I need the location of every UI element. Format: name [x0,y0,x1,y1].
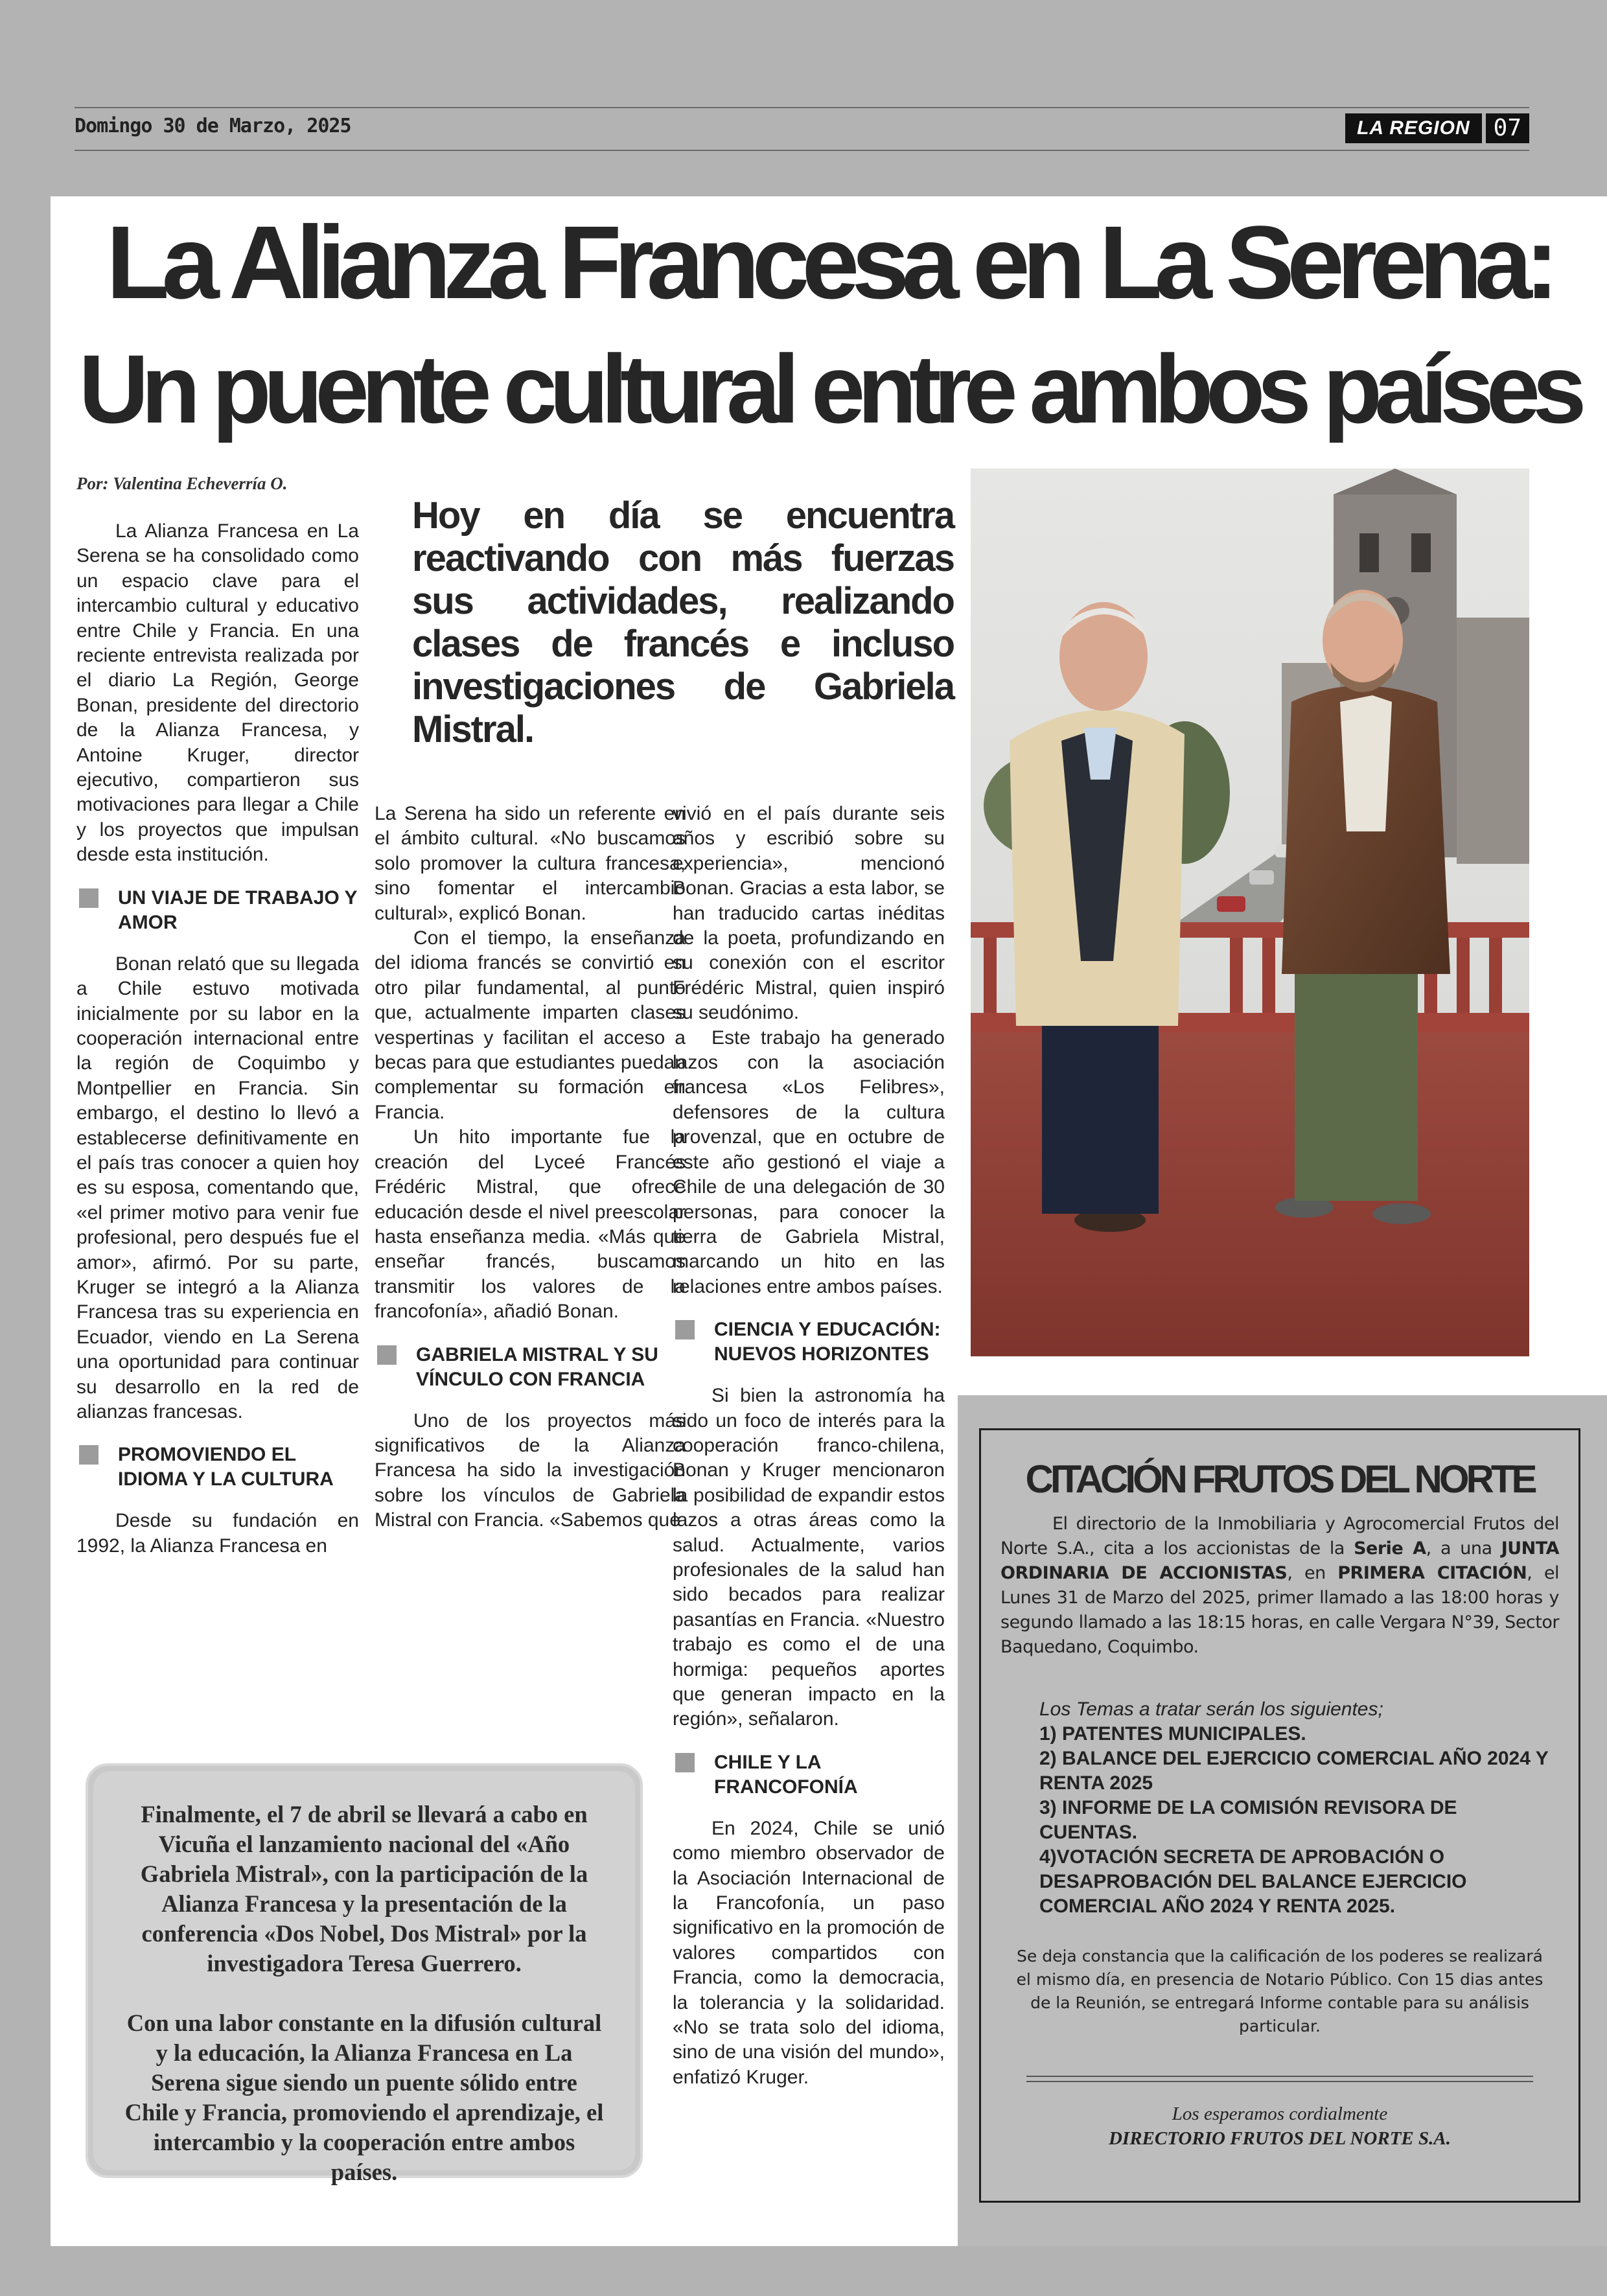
masthead-badge [1345,113,1529,143]
notice-meeting-type: JUNTA ORDINARIA DE ACCIONISTAS [1000,1538,1559,1583]
section-marker-icon [675,1320,695,1339]
section-title: GABRIELA MISTRAL Y SU VÍNCULO CON FRANCIA [416,1343,658,1390]
headline: La Alianza Francesa en La Serena: [106,204,1552,320]
citation-notice [979,1428,1580,2203]
notice-intro-text: , el Lunes 31 de Marzo del 2025, primer llamado a las 18:00 horas y segundo llamado a las 18:15 horas, en calle Vergara N°39, Sector Baquedano, Coquimbo. [1000,1563,1560,1657]
running-header [75,107,1529,151]
paragraph: Si bien la astronomía ha sido un foco de interés para la cooperación franco-chilena, Bonan y Kruger mencionaron la posibilidad de expandir estos lazos a otras áreas como la salud. Actualmente, varios profesionales de la salud han sido becados para realizar pasantías en Francia. «Nuestro trabajo es como el de una hormiga: pequeños aportes que generan impacto en la región», señalaron. [673,1385,945,1730]
agenda-item: 2) BALANCE DEL EJERCICIO COMERCIAL AÑO 2024 Y RENTA 2025 [1039,1748,1549,1794]
article-column-2 [375,802,686,1533]
section-marker-icon [79,888,98,908]
section-marker-icon [79,1445,98,1465]
closing-paragraph: Finalmente, el 7 de abril se llevará a cabo en Vicuña el lanzamiento nacional del «Año Gabriela Mistral», con la participación de la Alianza Francesa y la presentación de la conferencia «Dos Nobel, Dos Mistral» por la investigadora Teresa Guerrero. [140,1801,588,1977]
paragraph: Uno de los proyectos más significativos de la Alianza Francesa ha sido la investigación sobre los vínculos de Gabriela Mistral con Francia. «Sabemos que [375,1409,686,1531]
article-column-3 [673,802,945,2090]
citation-notice-panel [958,1395,1607,2246]
paragraph: Bonan relató que su llegada a Chile estuvo motivada inicialmente por su labor en la cooperación internacional entre la región de Coquimbo y Montpellier en Francia. Sin embargo, el destino lo llevó a establecerse definitivamente en el país tras conocer a quien hoy es su esposa, comentando que, «el primer motivo para venir fue profesional, pero después fue el amor», afirmó. Por su parte, Kruger se integró a la Alianza Francesa tras su experiencia en Ecuador, viendo en La Serena una oportunidad para continuar su desarrollo en la red de alianzas francesas. [76,953,359,1422]
paragraph: La Serena ha sido un referente en el ámbito cultural. «No buscamos solo promover la cultura francesa, sino fomentar el intercambio cultural», explicó Bonan. [375,803,686,924]
agenda-item: 4)VOTACIÓN SECRETA DE APROBACIÓN O DESAPROBACIÓN DEL BALANCE EJERCICIO COMERCIAL AÑO 2024 Y RENTA 2025. [1039,1846,1467,1917]
notice-intro [1000,1512,1559,1660]
paragraph: vivió en el país durante seis años y escribió sobre su experiencia», mencionó Bonan. Gracias a esta labor, se han traducido cartas inéditas de la poeta, profundizando en su conexión con el escritor Frédéric Mistral, quien inspiró su seudónimo. [673,803,945,1024]
notice-agenda [1039,1697,1559,1919]
paragraph: Este trabajo ha generado lazos con la asociación francesa «Los Felibres», defensores de la cultura provenzal, que en octubre de este año gestionó el viaje a Chile de una delegación de 30 personas, para conocer la tierra de Gabriela Mistral, marcando un hito en las relaciones entre ambos países. [673,1026,945,1297]
issue-date: Domingo 30 de Marzo, 2025 [75,115,351,137]
section-title: PROMOVIENDO EL IDIOMA Y LA CULTURA [118,1444,334,1490]
section-marker-icon [675,1753,695,1772]
paragraph: Un hito importante fue la creación del Lyceé Francés Frédéric Mistral, que ofrece educación desde el nivel preescolar hasta enseñanza media. «Más que enseñar francés, buscamos transmitir los valores de la francofonía», añadió Bonan. [375,1126,686,1323]
paragraph: La Alianza Francesa en La Serena se ha consolidado como un espacio clave para el intercambio cultural y educativo entre Chile y Francia. En una reciente entrevista realizada por el diario La Región, George Bonan, presidente del directorio de la Alianza Francesa, y Antoine Kruger, director ejecutivo, compartieron sus motivaciones para llegar a Chile y los proyectos que impulsan desde esta institución. [76,520,359,866]
paper-name: LA REGION [1345,113,1482,143]
double-rule-divider [1026,2076,1533,2082]
agenda-lead: Los Temas a tratar serán los siguientes; [1039,1699,1383,1720]
notice-signature: DIRECTORIO FRUTOS DEL NORTE S.A. [1108,2128,1451,2149]
notice-series: Serie A [1354,1538,1426,1559]
notice-intro-text: El directorio de la Inmobiliaria y Agrocomercial Frutos del Norte S.A., cita a los accionistas de la [1000,1514,1559,1559]
agenda-item: 3) INFORME DE LA COMISIÓN REVISORA DE CUENTAS. [1039,1797,1457,1843]
pull-quote: Hoy en día se encuentra reactivando con más fuerzas sus actividades, realizando clases de francés e incluso investigaciones de Gabriela Mistral. [412,494,954,750]
paragraph: Desde su fundación en 1992, la Alianza Francesa en [76,1510,359,1557]
paragraph: En 2024, Chile se unió como miembro observador de la Asociación Internacional de la Francofonía, un paso significativo en la promoción de valores compartidos con Francia, como la democracia, la tolerancia y la solidaridad. «No se trata solo del idioma, sino de una visión del mundo», enfatizó Kruger. [673,1817,945,2088]
section-title: CHILE Y LA FRANCOFONÍA [714,1751,858,1798]
section-heading [673,1317,945,1367]
subheadline: Un puente cultural entre ambos países [78,334,1579,443]
section-title: CIENCIA Y EDUCACIÓN: NUEVOS HORIZONTES [714,1319,941,1365]
section-heading [375,1343,686,1392]
closing-box [86,1763,643,2185]
section-title: UN VIAJE DE TRABAJO Y AMOR [118,887,357,933]
page-number: 07 [1486,113,1529,143]
article-sheet [51,196,1607,2246]
notice-signature-block [1000,2102,1559,2151]
closing-paragraph: Con una labor constante en la difusión cultural y la educación, la Alianza Francesa en La Serena sigue siendo un puente sólido entre Chile y Francia, promoviendo el aprendizaje, el intercambio y la cooperación entre ambos países. [124,2010,604,2185]
section-marker-icon [377,1345,397,1365]
notice-title: CITACIÓN FRUTOS DEL NORTE [1025,1457,1534,1501]
notice-intro-text: , en [1287,1563,1338,1583]
section-heading [76,1443,359,1492]
paragraph: Con el tiempo, la enseñanza del idioma francés se convirtió en otro pilar fundamental, al punto que, actualmente imparten clases vespertinas y facilitan el acceso a becas para que estudiantes puedan complementar su formación en Francia. [375,927,686,1123]
notice-intro-text: , a una [1426,1538,1501,1559]
notice-call: PRIMERA CITACIÓN [1337,1563,1527,1583]
article-column-1 [76,519,359,1559]
closing-box-text [93,1771,635,2185]
agenda-item: 1) PATENTES MUNICIPALES. [1039,1723,1306,1745]
section-heading [76,886,359,935]
notice-footnote: Se deja constancia que la calificación de los poderes se realizará el mismo día, en presencia de Notario Público. Con 15 dias antes de la Reunión, se entregará Informe contable para su análisis particular. [1016,1947,1543,2035]
notice-closing: Los esperamos cordialmente [1172,2104,1388,2124]
byline: Por: Valentina Echeverría O. [76,474,288,493]
section-heading [673,1750,945,1800]
article-photo [971,469,1529,1356]
